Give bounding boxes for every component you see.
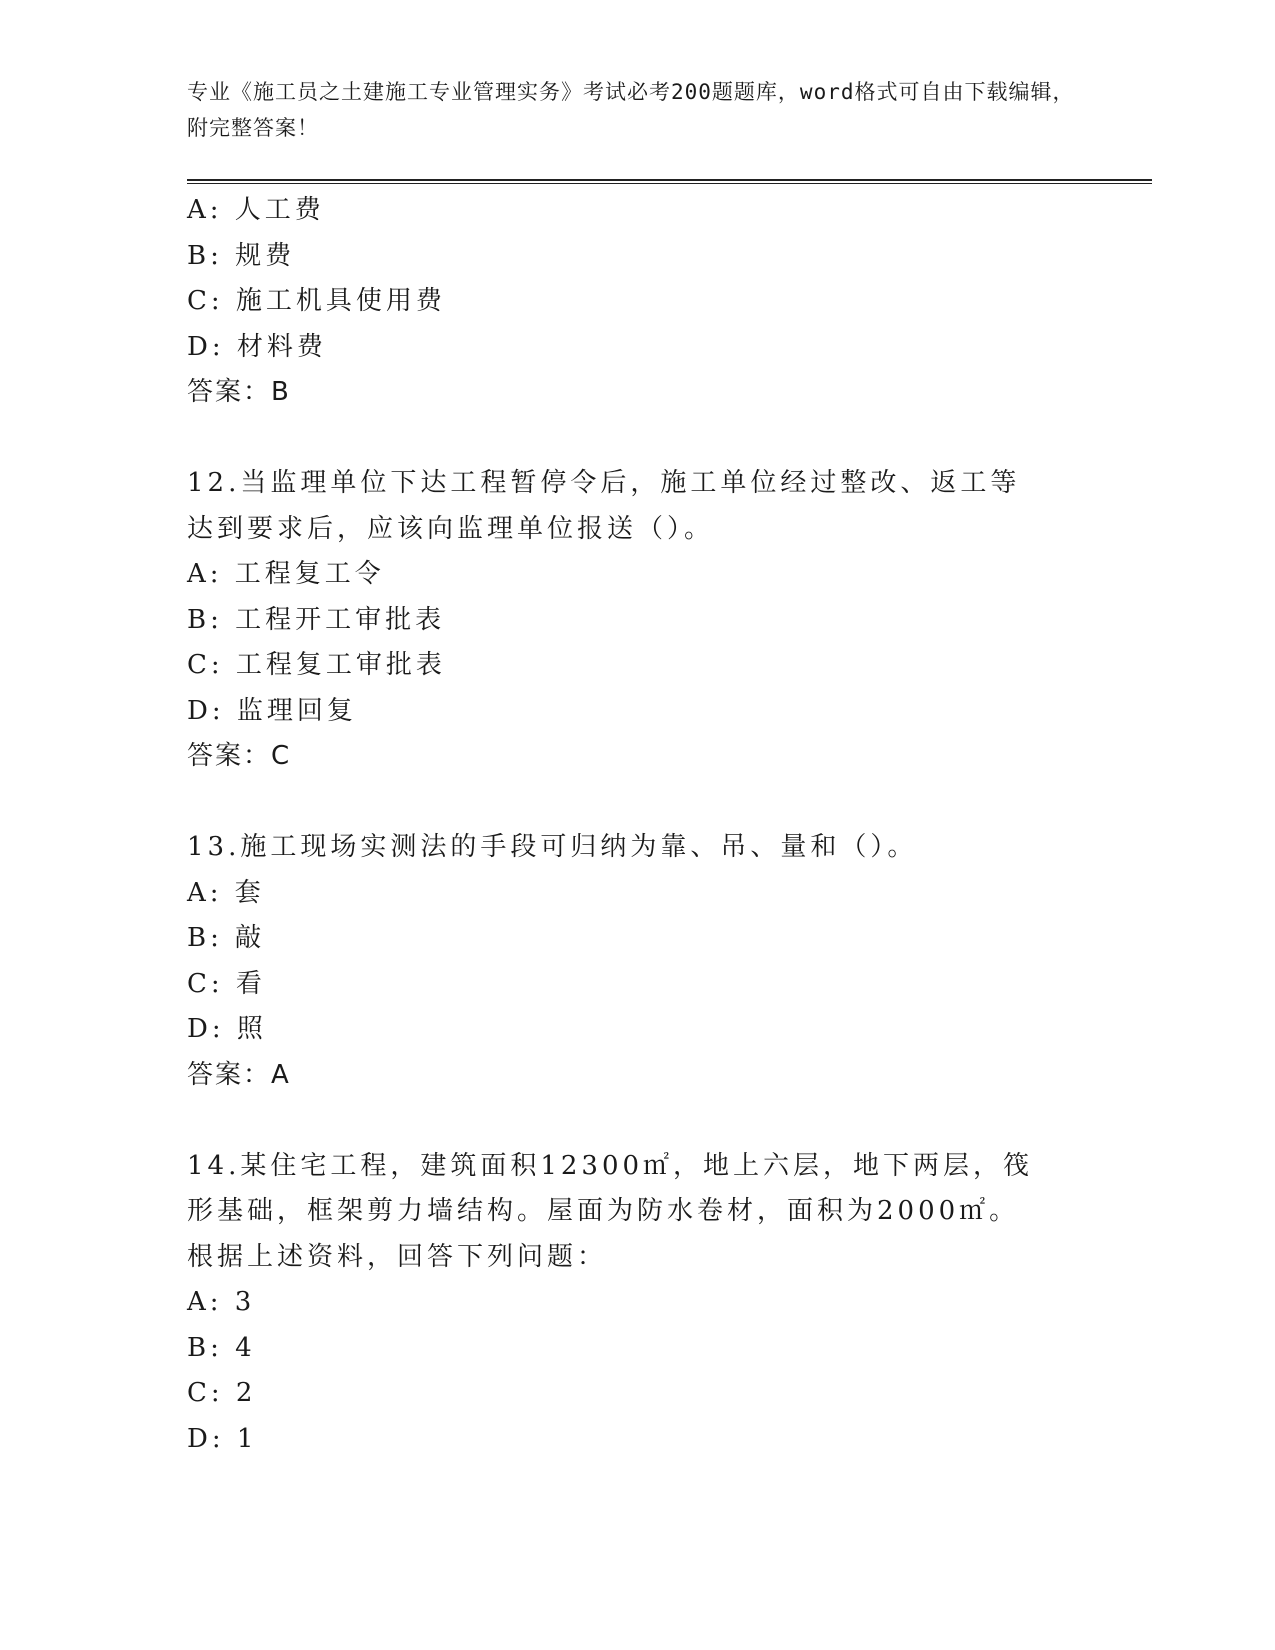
option-b: B: 4	[187, 1332, 256, 1363]
option-b: B: 敲	[187, 923, 266, 953]
option-a: A: 3	[187, 1287, 256, 1317]
option-d: D: 1	[187, 1423, 258, 1454]
option-d: D: 照	[187, 1014, 267, 1044]
option-c: C: 看	[187, 968, 266, 999]
question-text: 14.某住宅工程，建筑面积12300㎡，地上六层，地下两层，筏形基础，框架剪力墙结构。屋面为防水卷材，面积为2000㎡。根据上述资料，回答下列问题：	[187, 1150, 1034, 1272]
header-rule	[187, 179, 1152, 181]
question-block	[187, 188, 1087, 416]
spacer	[187, 1098, 1087, 1144]
option-b: B: 工程开工审批表	[187, 604, 446, 635]
option-c: C: 工程复工审批表	[187, 650, 446, 680]
answer-label: 答案：B	[187, 377, 291, 407]
document-header: 专业《施工员之土建施工专业管理实务》考试必考200题题库，word格式可自由下载编辑，附完整答案！	[187, 80, 1075, 140]
option-c: C: 2	[187, 1378, 257, 1408]
option-a: A: 工程复工令	[187, 559, 385, 589]
answer-label: 答案：C	[187, 741, 292, 771]
spacer	[187, 780, 1087, 826]
question-text: 13.施工现场实测法的手段可归纳为靠、吊、量和（）。	[187, 832, 918, 862]
question-text: 12.当监理单位下达工程暂停令后，施工单位经过整改、返工等达到要求后，应该向监理单位报送（）。	[187, 468, 1021, 544]
option-c: C: 施工机具使用费	[187, 286, 446, 316]
option-a: A: 人工费	[187, 195, 325, 225]
option-a: A: 套	[187, 877, 265, 908]
header-rule-thin	[187, 183, 1152, 184]
question-block	[187, 1144, 1087, 1463]
option-d: D: 材料费	[187, 331, 327, 362]
question-block	[187, 825, 1087, 1098]
answer-label: 答案：A	[187, 1059, 291, 1090]
question-block	[187, 461, 1087, 780]
question-list	[187, 188, 1087, 1462]
option-d: D: 监理回复	[187, 695, 357, 726]
option-b: B: 规费	[187, 240, 296, 271]
spacer	[187, 416, 1087, 462]
